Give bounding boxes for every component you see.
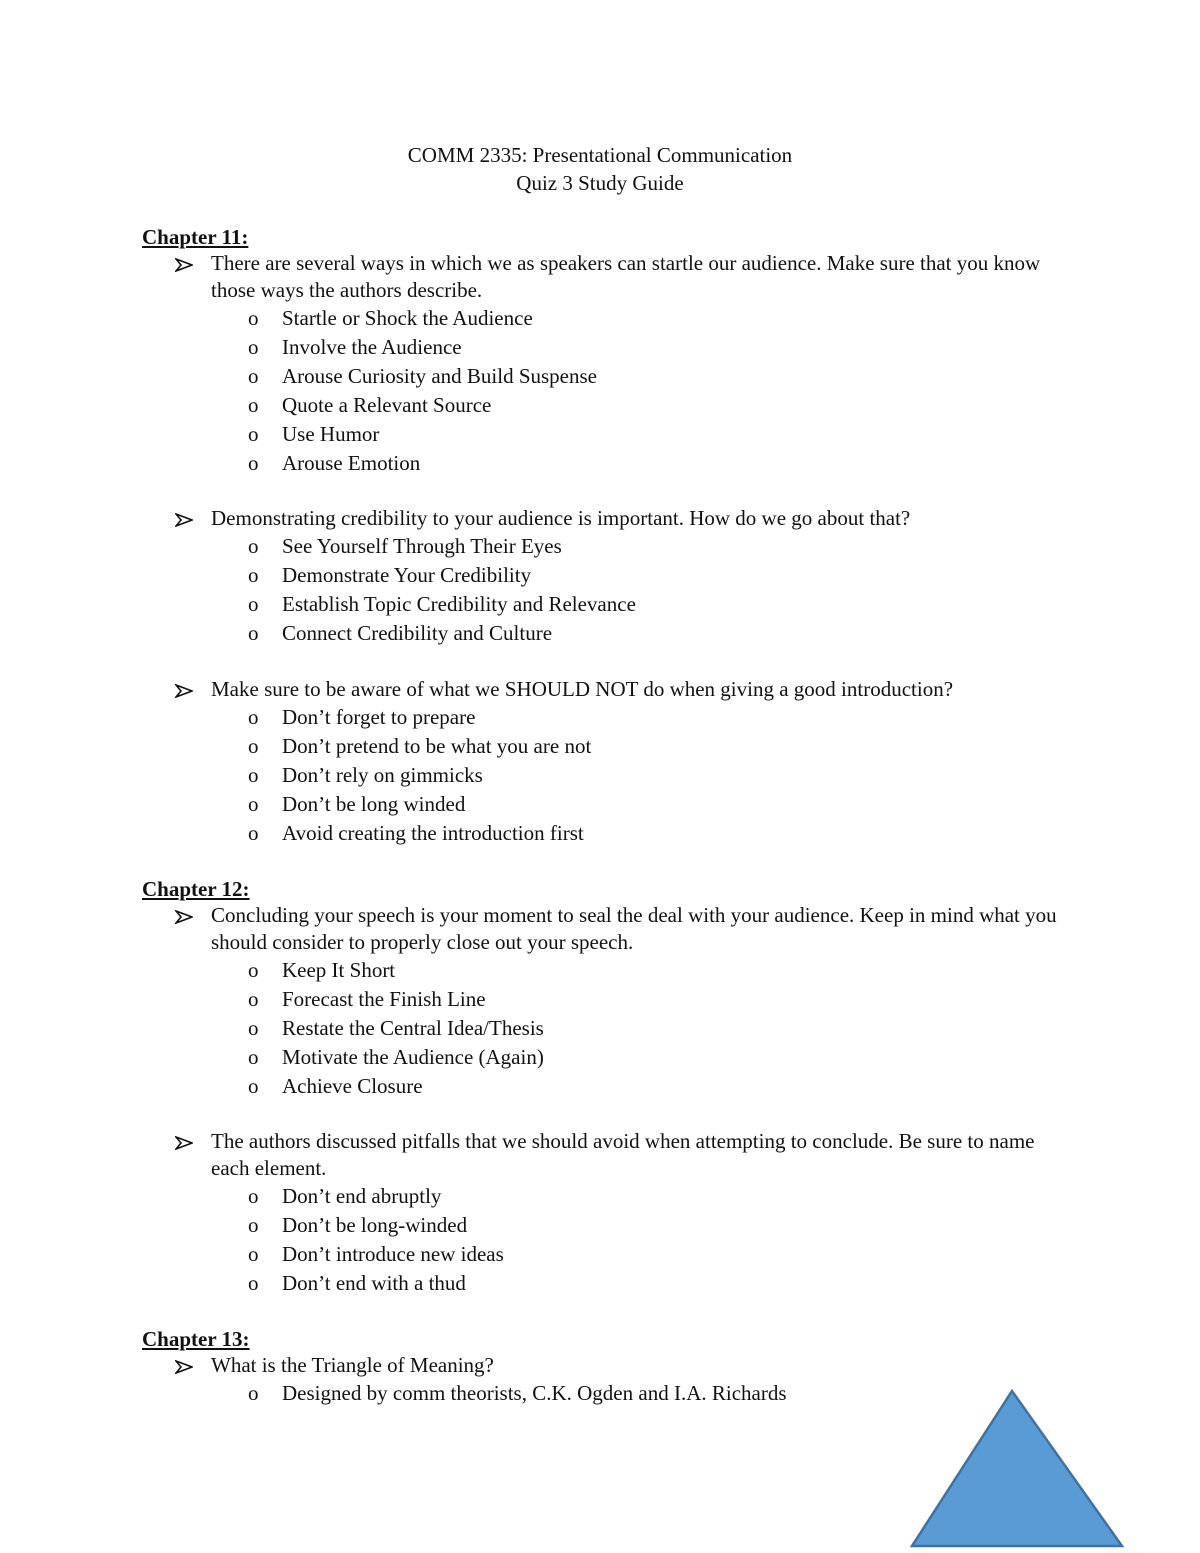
circle-bullet-icon: o xyxy=(248,821,259,845)
answer-list xyxy=(0,956,1200,1101)
list-item: o Don’t pretend to be what you are not xyxy=(0,732,1200,761)
chapter-heading: Chapter 13: xyxy=(142,1327,250,1351)
list-item: o Forecast the Finish Line xyxy=(0,985,1200,1014)
triangle-of-meaning-shape xyxy=(912,1391,1122,1546)
question-text: Concluding your speech is your moment to seal the deal with your audience. Keep in mind what you should consider to properly close out your speech. xyxy=(211,903,1057,954)
list-item: o Connect Credibility and Culture xyxy=(0,619,1200,648)
circle-bullet-icon: o xyxy=(248,335,259,359)
circle-bullet-icon: o xyxy=(248,958,259,982)
answer-list xyxy=(0,532,1200,648)
list-item: o Don’t forget to prepare xyxy=(0,703,1200,732)
circle-bullet-icon: o xyxy=(248,364,259,388)
circle-bullet-icon: o xyxy=(248,1381,259,1405)
list-item: o Arouse Curiosity and Build Suspense xyxy=(0,362,1200,391)
list-item: o Don’t end abruptly xyxy=(0,1182,1200,1211)
list-item: o Don’t be long-winded xyxy=(0,1211,1200,1240)
list-item: o Don’t introduce new ideas xyxy=(0,1240,1200,1269)
list-item: o Keep It Short xyxy=(0,956,1200,985)
chapter-heading: Chapter 12: xyxy=(142,877,250,901)
list-item: o Avoid creating the introduction first xyxy=(0,819,1200,848)
circle-bullet-icon: o xyxy=(248,705,259,729)
circle-bullet-icon: o xyxy=(248,1045,259,1069)
list-item: o Designed by comm theorists, C.K. Ogden and I.A. Richards xyxy=(0,1379,1200,1408)
question-text: Demonstrating credibility to your audience is important. How do we go about that? xyxy=(211,506,911,530)
circle-bullet-icon: o xyxy=(248,1016,259,1040)
circle-bullet-icon: o xyxy=(248,1213,259,1237)
list-item: o Achieve Closure xyxy=(0,1072,1200,1101)
list-item: o Use Humor xyxy=(0,420,1200,449)
circle-bullet-icon: o xyxy=(248,763,259,787)
circle-bullet-icon: o xyxy=(248,534,259,558)
list-item: o Restate the Central Idea/Thesis xyxy=(0,1014,1200,1043)
circle-bullet-icon: o xyxy=(248,306,259,330)
circle-bullet-icon: o xyxy=(248,987,259,1011)
triangle-shape xyxy=(908,1388,1126,1550)
list-item: o Motivate the Audience (Again) xyxy=(0,1043,1200,1072)
circle-bullet-icon: o xyxy=(248,621,259,645)
question-text: Make sure to be aware of what we SHOULD NOT do when giving a good introduction? xyxy=(211,677,954,701)
arrow-bullet-icon xyxy=(175,676,197,704)
answer-list xyxy=(0,1182,1200,1298)
course-title: COMM 2335: Presentational Communication xyxy=(407,143,793,167)
list-item: o Don’t be long winded xyxy=(0,790,1200,819)
question-text: There are several ways in which we as speakers can startle our audience. Make sure that you know those ways the authors describe. xyxy=(211,251,1041,302)
guide-title: Quiz 3 Study Guide xyxy=(516,171,684,195)
arrow-bullet-icon xyxy=(175,902,197,930)
question-text: The authors discussed pitfalls that we should avoid when attempting to conclude. Be sure to name each element. xyxy=(211,1129,1035,1180)
circle-bullet-icon: o xyxy=(248,393,259,417)
circle-bullet-icon: o xyxy=(248,1242,259,1266)
list-item: o Establish Topic Credibility and Relevance xyxy=(0,590,1200,619)
list-item: o Don’t end with a thud xyxy=(0,1269,1200,1298)
list-item: o See Yourself Through Their Eyes xyxy=(0,532,1200,561)
circle-bullet-icon: o xyxy=(248,422,259,446)
circle-bullet-icon: o xyxy=(248,1271,259,1295)
document-title xyxy=(0,141,1200,197)
arrow-bullet-icon xyxy=(175,505,197,533)
arrow-bullet-icon xyxy=(175,250,197,278)
list-item: o Startle or Shock the Audience xyxy=(0,304,1200,333)
list-item: o Arouse Emotion xyxy=(0,449,1200,478)
arrow-bullet-icon xyxy=(175,1352,197,1380)
circle-bullet-icon: o xyxy=(248,792,259,816)
list-item: o Involve the Audience xyxy=(0,333,1200,362)
list-item: o Don’t rely on gimmicks xyxy=(0,761,1200,790)
arrow-bullet-icon xyxy=(175,1128,197,1156)
circle-bullet-icon: o xyxy=(248,734,259,758)
list-item: o Demonstrate Your Credibility xyxy=(0,561,1200,590)
circle-bullet-icon: o xyxy=(248,451,259,475)
answer-list xyxy=(0,703,1200,848)
circle-bullet-icon: o xyxy=(248,1184,259,1208)
circle-bullet-icon: o xyxy=(248,592,259,616)
list-item: o Quote a Relevant Source xyxy=(0,391,1200,420)
circle-bullet-icon: o xyxy=(248,563,259,587)
answer-list xyxy=(0,304,1200,478)
chapter-heading: Chapter 11: xyxy=(142,225,249,249)
circle-bullet-icon: o xyxy=(248,1074,259,1098)
question-text: What is the Triangle of Meaning? xyxy=(211,1353,494,1377)
